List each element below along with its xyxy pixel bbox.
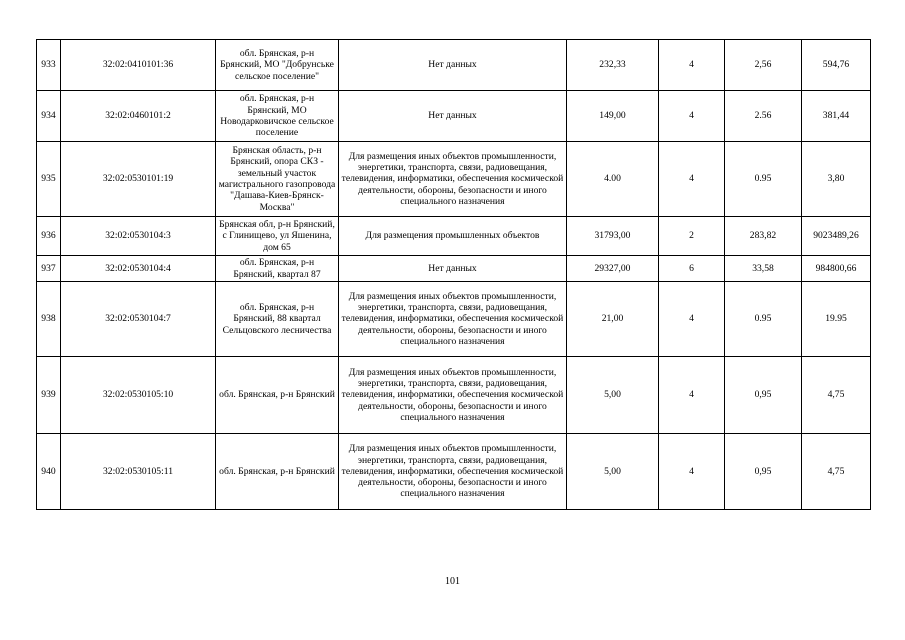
group: 4	[659, 282, 725, 357]
row-number: 933	[37, 40, 61, 91]
cadastral-value: 4,75	[802, 434, 871, 510]
area: 149,00	[567, 91, 659, 142]
area: 5,00	[567, 434, 659, 510]
row-number: 935	[37, 142, 61, 217]
cadastral-value: 3,80	[802, 142, 871, 217]
coefficient: 283,82	[725, 217, 802, 256]
row-number: 940	[37, 434, 61, 510]
cadastral-number: 32:02:0530104:4	[61, 256, 216, 282]
coefficient: 0,95	[725, 357, 802, 434]
group: 4	[659, 40, 725, 91]
area: 5,00	[567, 357, 659, 434]
table-row	[37, 357, 871, 434]
land-plot-table	[36, 39, 871, 510]
address: обл. Брянская, р-н Брянский, МО "Добрунське сельское поселение"	[216, 40, 339, 91]
address: обл. Брянская, р-н Брянский	[216, 357, 339, 434]
cadastral-value: 381,44	[802, 91, 871, 142]
cadastral-value: 9023489,26	[802, 217, 871, 256]
address: Брянская обл, р-н Брянский, с Глинищево, ул Яшенина, дом 65	[216, 217, 339, 256]
permitted-use: Нет данных	[339, 91, 567, 142]
row-number: 938	[37, 282, 61, 357]
group: 4	[659, 434, 725, 510]
group: 2	[659, 217, 725, 256]
coefficient: 2.56	[725, 91, 802, 142]
coefficient: 0.95	[725, 282, 802, 357]
cadastral-value: 594,76	[802, 40, 871, 91]
cadastral-number: 32:02:0530105:11	[61, 434, 216, 510]
permitted-use: Нет данных	[339, 256, 567, 282]
cadastral-value: 984800,66	[802, 256, 871, 282]
row-number: 934	[37, 91, 61, 142]
coefficient: 0,95	[725, 434, 802, 510]
group: 4	[659, 91, 725, 142]
row-number: 939	[37, 357, 61, 434]
permitted-use: Для размещения иных объектов промышленности, энергетики, транспорта, связи, радиовещания, телевидения, информатики, обеспечения космической деятельности, обороны, безопасности и иного специального назначения	[339, 434, 567, 510]
table-row	[37, 91, 871, 142]
table-row	[37, 142, 871, 217]
row-number: 936	[37, 217, 61, 256]
permitted-use: Для размещения иных объектов промышленности, энергетики, транспорта, связи, радиовещания, телевидения, информатики, обеспечения космической деятельности, обороны, безопасности и иного специального назначения	[339, 357, 567, 434]
permitted-use: Нет данных	[339, 40, 567, 91]
group: 4	[659, 142, 725, 217]
cadastral-number: 32:02:0460101:2	[61, 91, 216, 142]
address: обл. Брянская, р-н Брянский	[216, 434, 339, 510]
address: обл. Брянская, р-н Брянский, 88 квартал Сельцовского лесничества	[216, 282, 339, 357]
table-row	[37, 217, 871, 256]
area: 29327,00	[567, 256, 659, 282]
address: обл. Брянская, р-н Брянский, МО Новодарковичское сельское поселение	[216, 91, 339, 142]
coefficient: 2,56	[725, 40, 802, 91]
permitted-use: Для размещения иных объектов промышленности, энергетики, транспорта, связи, радиовещания, телевидения, информатики, обеспечения космической деятельности, обороны, безопасности и иного специального назначения	[339, 142, 567, 217]
row-number: 937	[37, 256, 61, 282]
table-row	[37, 40, 871, 91]
area: 21,00	[567, 282, 659, 357]
group: 4	[659, 357, 725, 434]
cadastral-number: 32:02:0410101:36	[61, 40, 216, 91]
cadastral-value: 19.95	[802, 282, 871, 357]
area: 232,33	[567, 40, 659, 91]
cadastral-value: 4,75	[802, 357, 871, 434]
permitted-use: Для размещения иных объектов промышленности, энергетики, транспорта, связи, радиовещания, телевидения, информатики, обеспечения космической деятельности, обороны, безопасности и иного специального назначения	[339, 282, 567, 357]
area: 4.00	[567, 142, 659, 217]
group: 6	[659, 256, 725, 282]
table-row	[37, 282, 871, 357]
permitted-use: Для размещения промышленных объектов	[339, 217, 567, 256]
cadastral-number: 32:02:0530104:3	[61, 217, 216, 256]
table-row	[37, 256, 871, 282]
address: обл. Брянская, р-н Брянский, квартал 87	[216, 256, 339, 282]
cadastral-number: 32:02:0530101:19	[61, 142, 216, 217]
cadastral-number: 32:02:0530105:10	[61, 357, 216, 434]
area: 31793,00	[567, 217, 659, 256]
page-number: 101	[445, 576, 460, 587]
coefficient: 0.95	[725, 142, 802, 217]
address: Брянская область, р-н Брянский, опора СКЗ - земельный участок магистрального газопровода "Дашава-Киев-Брянск-Москва"	[216, 142, 339, 217]
table-row	[37, 434, 871, 510]
coefficient: 33,58	[725, 256, 802, 282]
cadastral-number: 32:02:0530104:7	[61, 282, 216, 357]
